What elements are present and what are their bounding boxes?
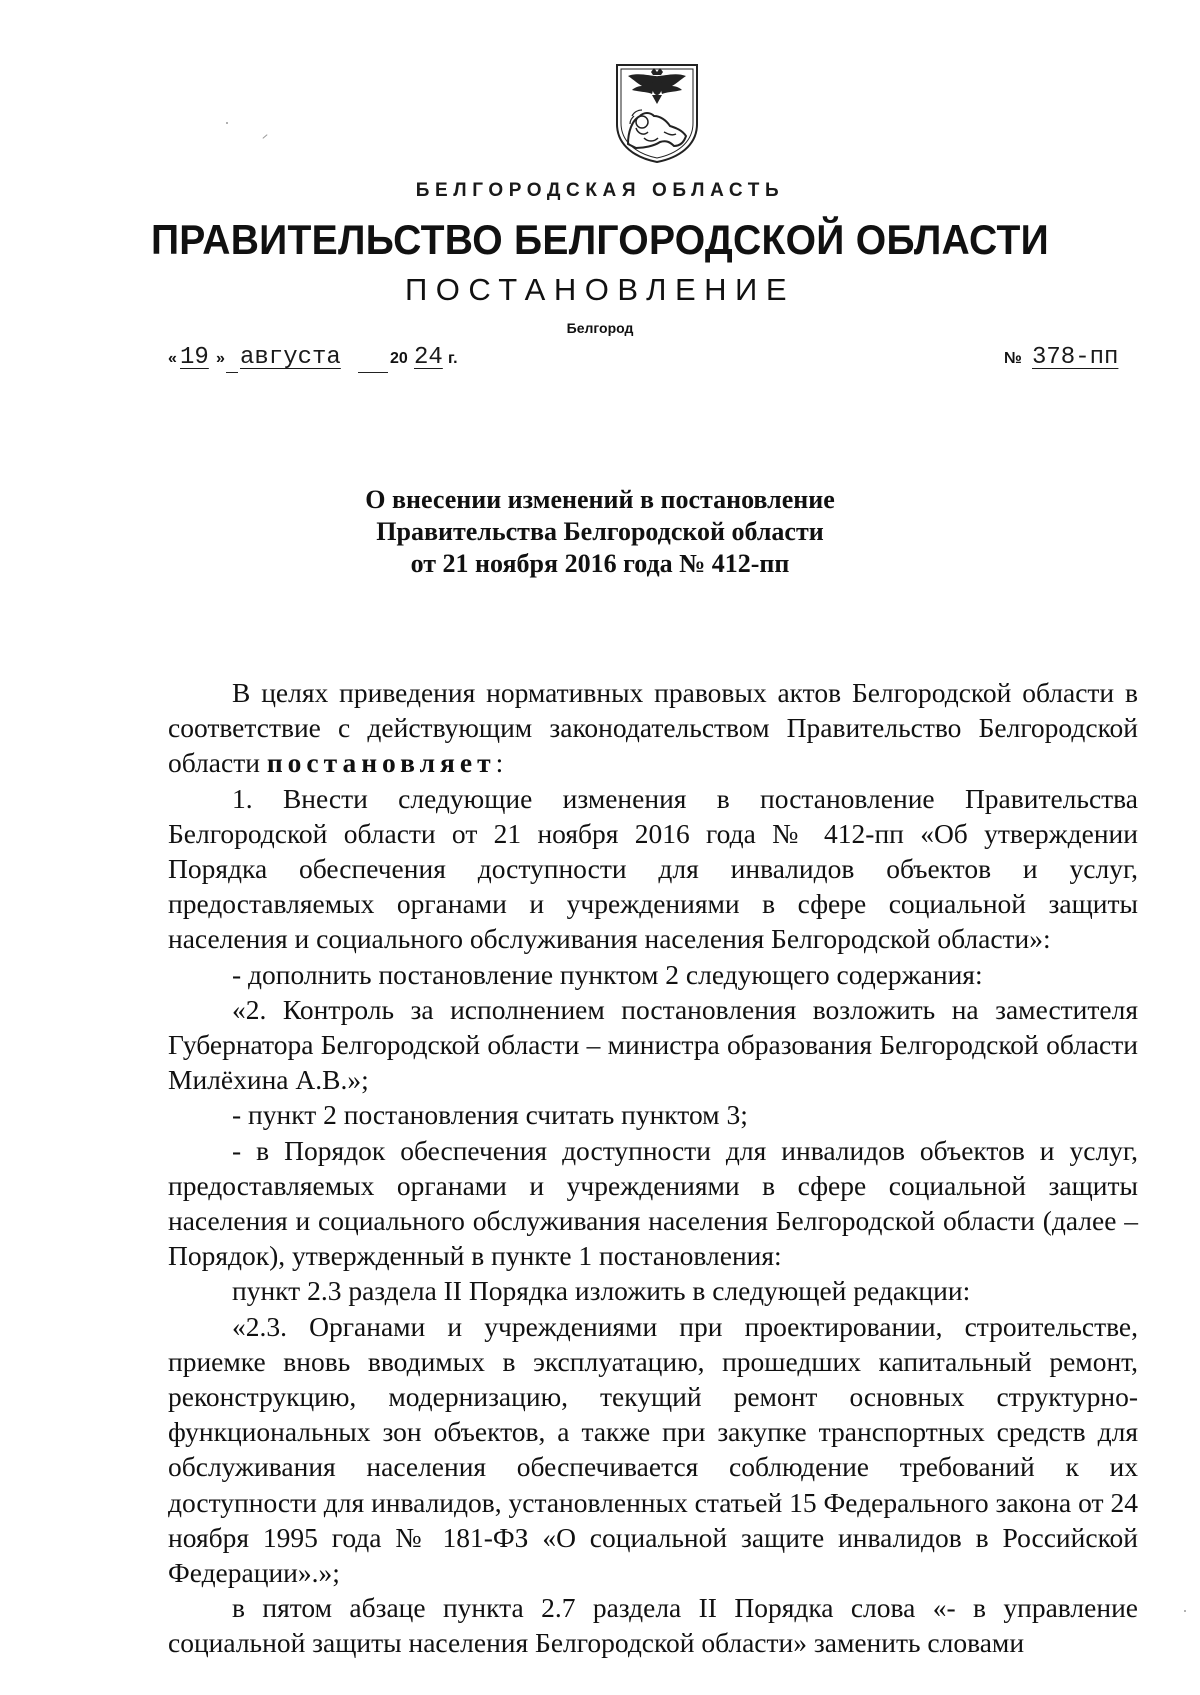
paragraph-order-changes: - в Порядок обеспечения доступности для инвалидов объектов и услуг, предоставляемых органами и учреждениями в сфере социальной защиты населения и социального обслуживания населения Белгородской области (далее – Порядок), утвержденный в пункте 1 постановления: [168, 1134, 1138, 1272]
paragraph-clause-2-7: в пятом абзаце пункта 2.7 раздела II Порядка слова «- в управление социальной защиты населения Белгородской области» заменить словами [168, 1592, 1138, 1659]
resolves-word: постановляет [266, 747, 496, 779]
date-month: августа [240, 344, 341, 371]
date-open-quote: « [168, 350, 177, 367]
document-title [0, 484, 1200, 580]
year-prefix: 20 [390, 350, 408, 367]
scan-speck [262, 134, 267, 139]
paragraph-control: «2. Контроль за исполнением постановления возложить на заместителя Губернатора Белгородской области – министра образования Белгородской области Милёхина А.В.»; [168, 993, 1138, 1096]
preamble-text: В целях приведения нормативных правовых актов Белгородской области в соответствие с действующим законодательством Правительство Белгородской области [168, 677, 1138, 779]
city-name: Белгород [566, 320, 634, 336]
paragraph-renumber: - пункт 2 постановления считать пунктом 3; [232, 1099, 748, 1131]
title-line-1: О внесении изменений в постановление [365, 485, 835, 514]
preamble-colon: : [495, 747, 504, 779]
paragraph-preamble [168, 675, 1138, 781]
region-name: БЕЛГОРОДСКАЯ ОБЛАСТЬ [415, 180, 785, 201]
paragraph-add-item-2: - дополнить постановление пунктом 2 следующего содержания: [232, 958, 983, 990]
scan-speck [226, 122, 228, 124]
year-mark: г. [448, 350, 458, 367]
date-day: 19 [180, 344, 209, 371]
document-body [168, 675, 1138, 1661]
government-name: ПРАВИТЕЛЬСТВО БЕЛГОРОДСКОЙ ОБЛАСТИ [150, 216, 1050, 263]
number-label: № [1004, 350, 1022, 367]
document-number: 378-пп [1032, 344, 1119, 371]
date-underline [226, 372, 238, 373]
title-line-3: от 21 ноября 2016 года № 412-пп [410, 549, 790, 578]
year-suffix: 24 [414, 344, 443, 371]
title-line-2: Правительства Белгородской области [376, 517, 824, 546]
paragraph-clause-2-3: пункт 2.3 раздела II Порядка изложить в следующей редакции: [232, 1275, 971, 1307]
paragraph-item-1: 1. Внести следующие изменения в постановление Правительства Белгородской области от 21 ноября 2016 года № 412-пп «Об утверждении Порядка обеспечения доступности для инвалидов объектов и услуг, предоставляемых органами и учреждениями в сфере социальной защиты населения и социального обслуживания населения Белгородской области»: [168, 782, 1138, 955]
paragraph-clause-2-3-text: «2.3. Органами и учреждениями при проектировании, строительстве, приемке вновь вводимых в эксплуатацию, прошедших капитальный ремонт, реконструкцию, модернизацию, текущий ремонт основных структурно-функциональных зон объектов, а также при закупке транспортных средств для обслуживания населения обеспечивается соблюдение требований к их доступности для инвалидов, установленных статьей 15 Федерального закона от 24 ноября 1995 года № 181-ФЗ «О социальной защите инвалидов в Российской Федерации».»; [168, 1310, 1138, 1589]
month-underline [358, 372, 388, 373]
date-close-quote: » [216, 350, 225, 367]
coat-of-arms-icon [614, 62, 700, 164]
scan-speck [1184, 1610, 1186, 1612]
document-type: ПОСТАНОВЛЕНИЕ [404, 272, 796, 307]
